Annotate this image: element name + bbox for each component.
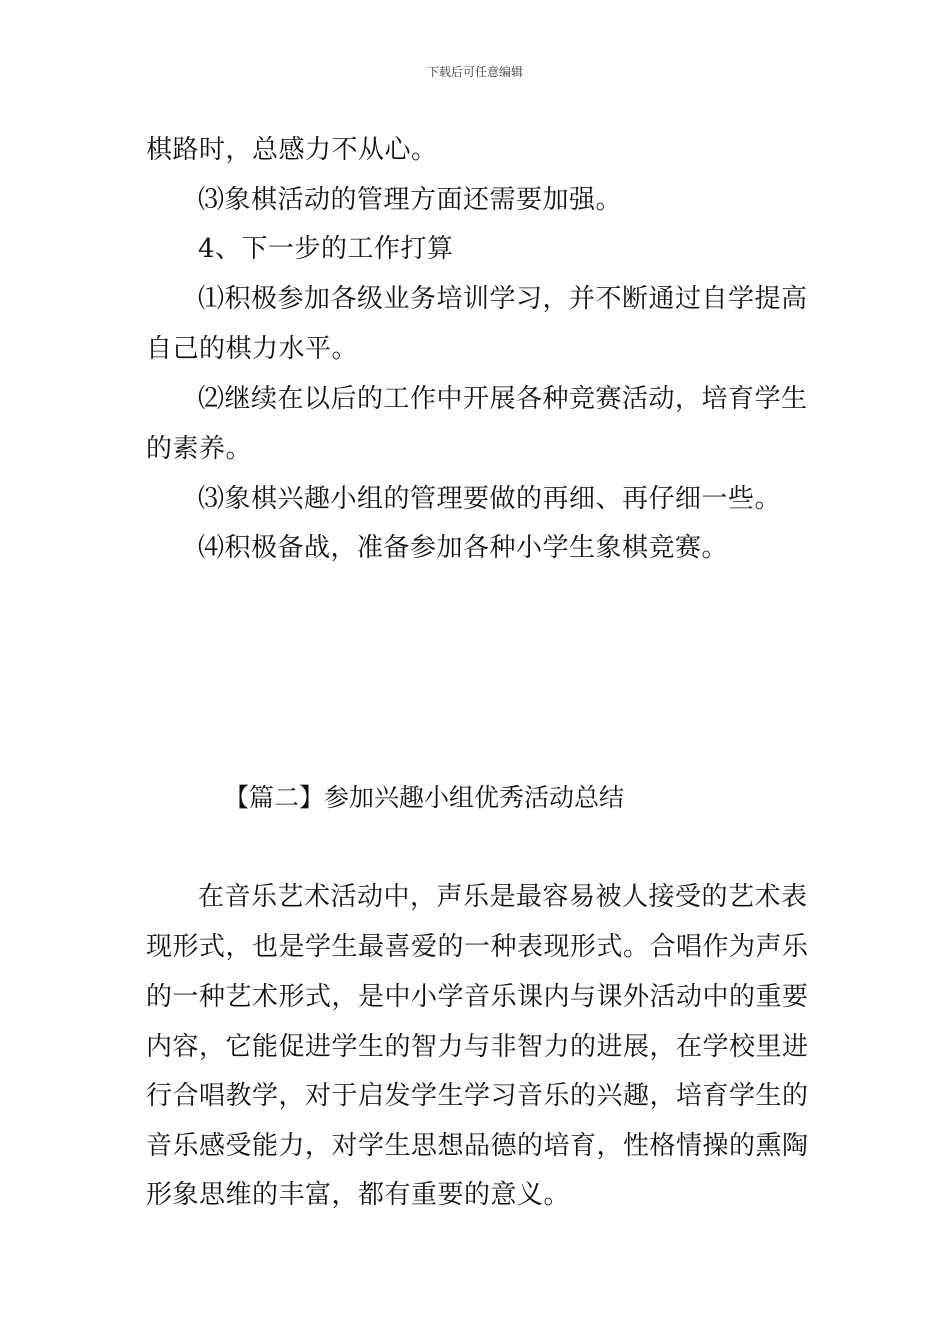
text-line: ⑴积极参加各级业务培训学习，并不断通过自学提高 bbox=[198, 284, 808, 314]
text-line: 棋路时，总感力不从心。 bbox=[146, 135, 438, 165]
text-line: ⑶象棋活动的管理方面还需要加强。 bbox=[198, 185, 623, 215]
text-line: 的素养。 bbox=[146, 434, 253, 464]
text-line: 现形式，也是学生最喜爱的一种表现形式。合唱作为声乐 bbox=[146, 932, 809, 962]
text-line: 音乐感受能力，对学生思想品德的培育，性格情操的熏陶 bbox=[146, 1131, 809, 1161]
text-line: 的一种艺术形式，是中小学音乐课内与课外活动中的重要 bbox=[146, 982, 809, 1012]
page-header: 下载后可任意编辑 bbox=[426, 65, 523, 79]
text-line: ⑶象棋兴趣小组的管理要做的再细、再仔细一些。 bbox=[198, 484, 782, 514]
text-line: 行合唱教学，对于启发学生学习音乐的兴趣，培育学生的 bbox=[146, 1081, 809, 1111]
section-heading: 4、下一步的工作打算 bbox=[198, 234, 454, 264]
text-line: 形象思维的丰富，都有重要的意义。 bbox=[146, 1180, 571, 1210]
text-line: ⑵继续在以后的工作中开展各种竞赛活动，培育学生 bbox=[198, 384, 808, 414]
text-line: 自己的棋力水平。 bbox=[146, 334, 359, 364]
text-line: 在音乐艺术活动中，声乐是最容易被人接受的艺术表 bbox=[198, 882, 808, 912]
text-line: 内容，它能促进学生的智力与非智力的进展，在学校里进 bbox=[146, 1032, 809, 1062]
text-line: ⑷积极备战，准备参加各种小学生象棋竞赛。 bbox=[198, 533, 729, 563]
article-title: 【篇二】参加兴趣小组优秀活动总结 bbox=[224, 783, 625, 812]
